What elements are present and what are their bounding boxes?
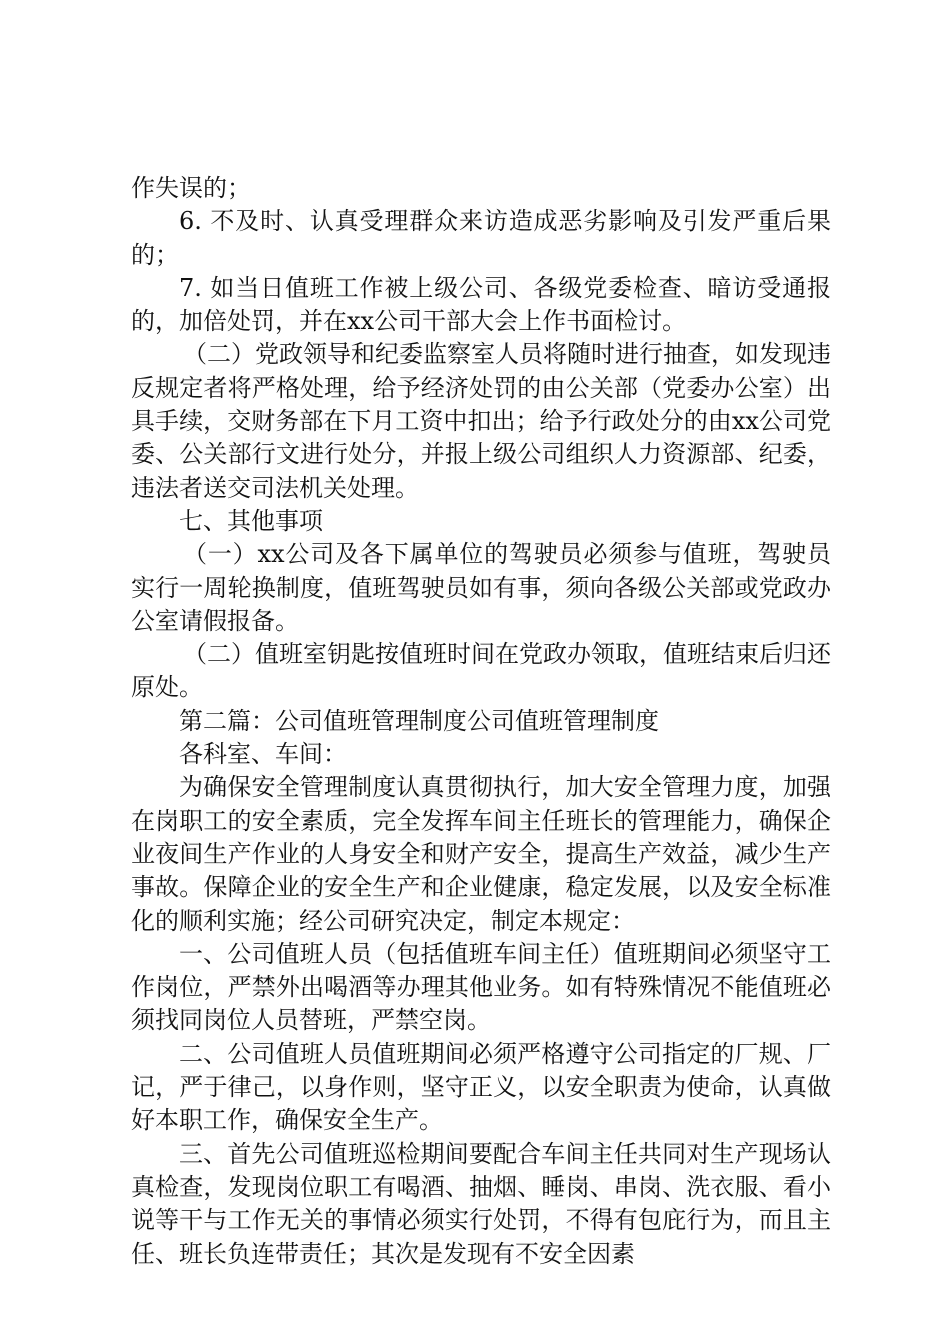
paragraph-item-7: 7. 如当日值班工作被上级公司、各级党委检查、暗访受通报的，加倍处罚，并在xx公司干部大会上作书面检讨。 [131, 273, 831, 336]
paragraph-purpose: 为确保安全管理制度认真贯彻执行，加大安全管理力度，加强在岗职工的安全素质，完全发挥车间主任班长的管理能力，确保企业夜间生产作业的人身安全和财产安全，提高生产效益，减少生产事故。保障企业的安全生产和企业健康，稳定发展，以及安全标准化的顺利实施；经公司研究决定，制定本规定： [131, 773, 831, 935]
paragraph-salutation: 各科室、车间： [179, 740, 347, 769]
paragraph-continuation: 作失误的； [131, 174, 251, 202]
paragraph-item-6: 6. 不及时、认真受理群众来访造成恶劣影响及引发严重后果的； [131, 207, 831, 269]
paragraph-rule-1: 一、公司值班人员（包括值班车间主任）值班期间必须坚守工作岗位，严禁外出喝酒等办理其他业务。如有特殊情况不能值班必须找同岗位人员替班，严禁空岗。 [131, 939, 831, 1035]
paragraph-rule-3: 三、首先公司值班巡检期间要配合车间主任共同对生产现场认真检查，发现岗位职工有喝酒、抽烟、睡岗、串岗、洗衣服、看小说等干与工作无关的事情必须实行处罚，不得有包庇行为，而且主任、班长负连带责任；其次是发现有不安全因素 [131, 1139, 831, 1268]
document-body [131, 172, 831, 1271]
paragraph-keys: （二）值班室钥匙按值班时间在党政办领取，值班结束后归还原处。 [131, 640, 831, 702]
paragraph-drivers: （一）xx公司及各下属单位的驾驶员必须参与值班，驾驶员实行一周轮换制度，值班驾驶员如有事，须向各级公关部或党政办公室请假报备。 [131, 540, 831, 635]
paragraph-rule-2: 二、公司值班人员值班期间必须严格遵守公司指定的厂规、厂记，严于律己，以身作则，坚守正义，以安全职责为使命，认真做好本职工作，确保安全生产。 [131, 1039, 831, 1135]
heading-part-two: 第二篇：公司值班管理制度公司值班管理制度 [179, 706, 659, 735]
paragraph-section-2: （二）党政领导和纪委监察室人员将随时进行抽查，如发现违反规定者将严格处理，给予经济处罚的由公关部（党委办公室）出具手续，交财务部在下月工资中扣出；给予行政处分的由xx公司党委、公关部行文进行处分，并报上级公司组织人力资源部、纪委，违法者送交司法机关处理。 [131, 340, 831, 502]
heading-other-matters: 七、其他事项 [179, 506, 323, 535]
